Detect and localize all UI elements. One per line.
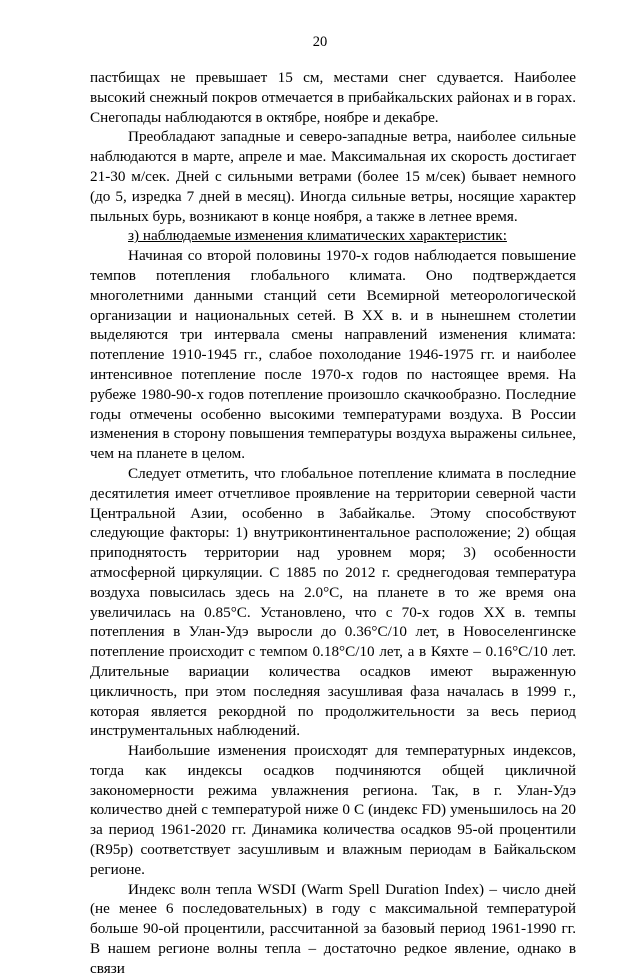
paragraph-wsdi: Индекс волн тепла WSDI (Warm Spell Duration Index) – число дней (не менее 6 последовательных) в году с максимальной температурой больше 90-ой процентили, рассчитанной за базовый период 1961-1990 гг. В нашем регионе волны тепла – достаточно редкое явление, однако в связи [90, 880, 576, 977]
paragraph-global-warming: Начиная со второй половины 1970-х годов наблюдается повышение темпов потепления глобального климата. Оно подтверждается многолетними данными станций сети Всемирной метеорологической организации и национальных сетей. В XX в. и в нынешнем столетии выделяются три интервала смены направлений изменения климата: потепление 1910-1945 гг., слабое похолодание 1946-1975 гг. и наиболее интенсивное потепление после 1970-х годов по настоящее время. На рубеже 1980-90-х годов потепление произошло скачкообразно. Последние годы отмечены особенно высокими температурами воздуха. В России изменения в сторону повышения температуры воздуха выражены сильнее, чем на планете в целом. [90, 247, 576, 463]
page-number: 20 [312, 34, 328, 50]
paragraph-snow-cover: пастбищах не превышает 15 см, местами снег сдувается. Наиболее высокий снежный покров отмечается в прибайкальских районах и в горах. Снегопады наблюдаются в октябре, ноябре и декабре. [90, 69, 576, 126]
section-heading-climate-changes: з) наблюдаемые изменения климатических характеристик: [128, 227, 507, 245]
body-text [90, 68, 576, 979]
paragraph-temperature-indices: Наибольшие изменения происходят для температурных индексов, тогда как индексы осадков подчиняются общей цикличной закономерности режима увлажнения региона. Так, в г. Улан-Удэ количество дней с температурой ниже 0 С (индекс FD) уменьшилось на 20 за период 1961-2020 гг. Динамика количества осадков 95-ой процентили (R95p) соответствует засушливым и влажным периодам в Байкальском регионе. [90, 742, 576, 878]
paragraph-winds: Преобладают западные и северо-западные ветра, наиболее сильные наблюдаются в марте, апреле и мае. Максимальная их скорость достигает 21-30 м/сек. Дней с сильными ветрами (более 15 м/сек) бывает немного (до 5, изредка 7 дней в месяц). Иногда сильные ветры, носящие характер пыльных бурь, возникают в конце ноября, а также в летнее время. [90, 128, 576, 225]
paragraph-central-asia: Следует отметить, что глобальное потепление климата в последние десятилетия имеет отчетливое проявление на территории северной части Центральной Азии, особенно в Забайкалье. Этому способствуют следующие факторы: 1) внутриконтинентальное расположение; 2) общая приподнятость территории над уровнем моря; 3) особенности атмосферной циркуляции. С 1885 по 2012 г. среднегодовая температура воздуха повысилась здесь на 2.0°С, на планете в то же время она увеличилась на 0.85°С. Установлено, что с 70-х годов XX в. темпы потепления в Улан-Удэ выросли до 0.36°С/10 лет, в Новоселенгинске потепление происходит с темпом 0.18°С/10 лет, а в Кяхте – 0.16°С/10 лет. Длительные вариации количества осадков имеют выраженную цикличность, при этом последняя засушливая фаза началась в 1999 г., которая является рекордной по продолжительности за весь период инструментальных наблюдений. [90, 464, 576, 740]
